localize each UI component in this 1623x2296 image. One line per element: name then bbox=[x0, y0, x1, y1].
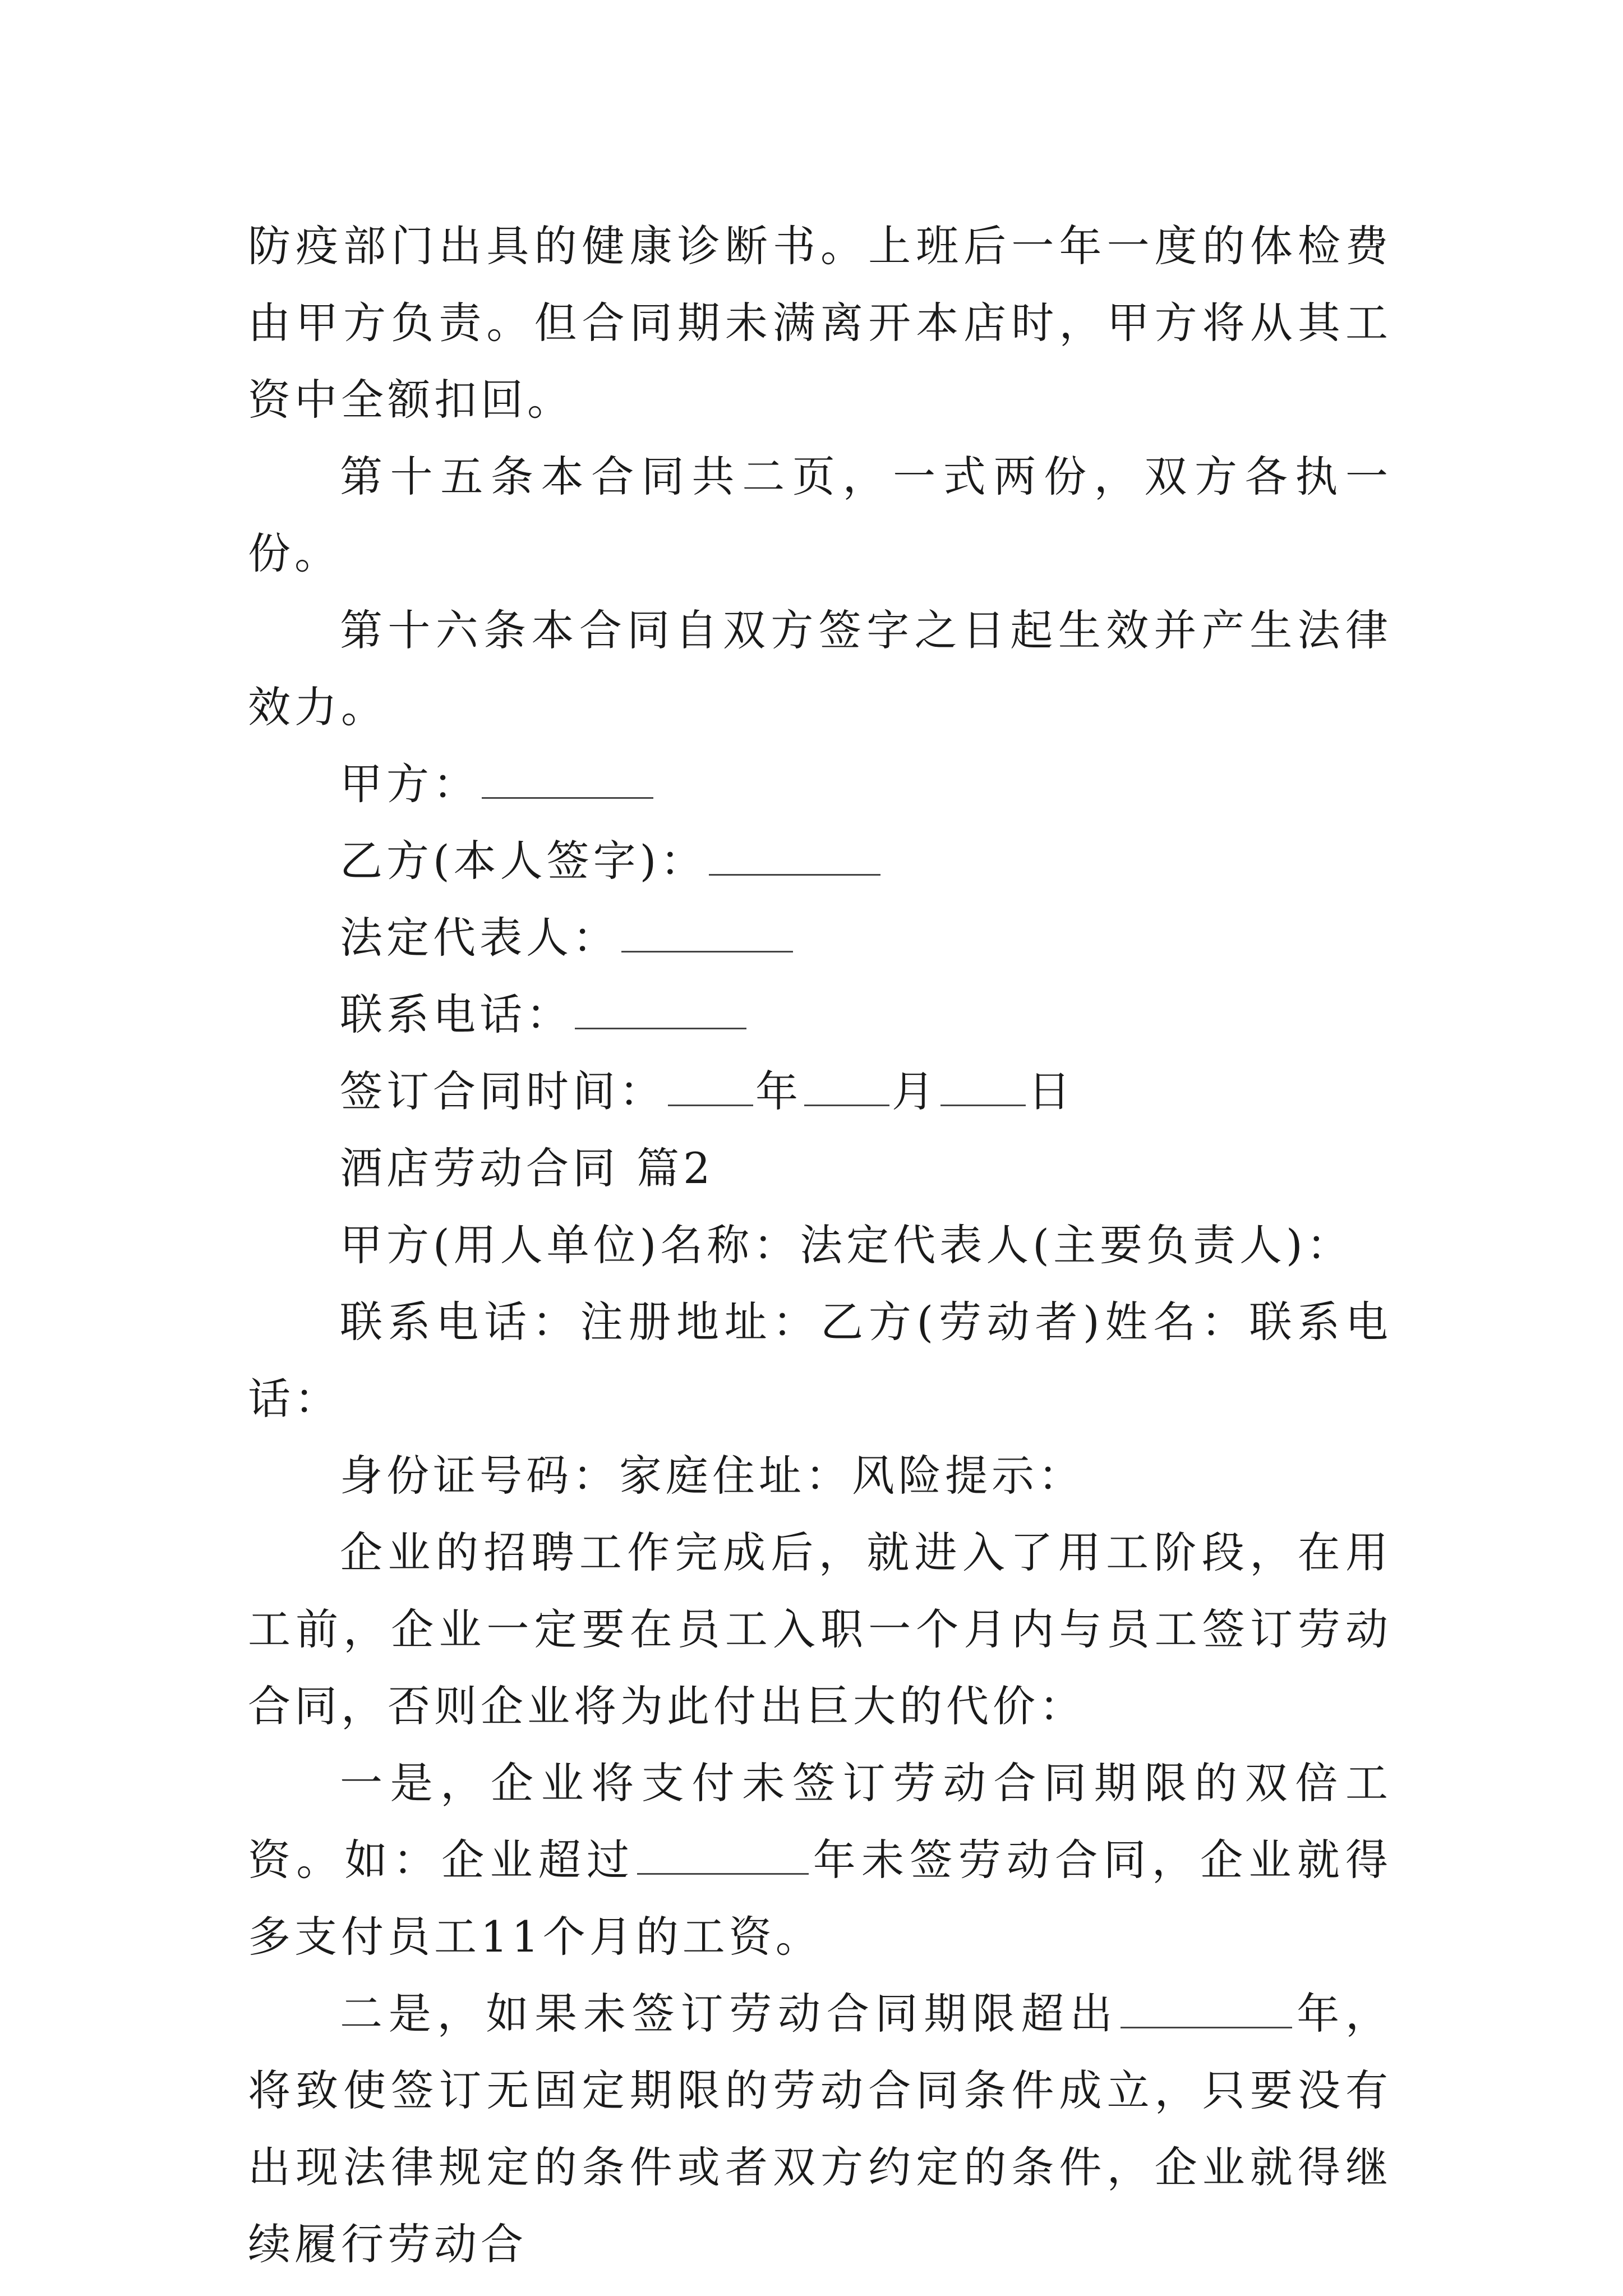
section-2-line-3: 身份证号码：家庭住址：风险提示： bbox=[340, 1451, 1085, 1501]
day-label: 日 bbox=[1028, 1066, 1075, 1116]
sign-date-line bbox=[248, 1053, 1392, 1130]
year-blank bbox=[668, 1070, 753, 1106]
phone-label: 联系电话： bbox=[340, 990, 573, 1039]
risk-one-blank bbox=[637, 1838, 809, 1875]
party-a-label: 甲方： bbox=[340, 759, 479, 809]
risk-two-blank bbox=[1121, 1992, 1292, 2028]
phone-blank bbox=[575, 993, 746, 1029]
risk-two-text-b: 年，将致使签订无固定期限的劳动合同条件成立，只要没有出现法律规定的条件或者双方约定的条件，企业就得继续履行劳动合 bbox=[248, 1989, 1393, 2269]
party-b-line bbox=[248, 822, 1392, 899]
paragraph-risk-intro: 企业的招聘工作完成后，就进入了用工阶段，在用工前，企业一定要在员工入职一个月内与员工签订劳动合同，否则企业将为此付出巨大的代价： bbox=[248, 1527, 1392, 1731]
day-blank bbox=[940, 1070, 1026, 1106]
document-body bbox=[248, 208, 1392, 2283]
party-a-blank bbox=[482, 762, 653, 799]
year-label: 年 bbox=[755, 1066, 802, 1116]
party-a-line bbox=[248, 746, 1392, 822]
month-blank bbox=[804, 1070, 889, 1106]
risk-one-text-b: 年未签劳动合同，企业就得多支付员工11个月的工资。 bbox=[248, 1835, 1393, 1962]
risk-two-text-a: 二是，如果未签订劳动合同期限超出 bbox=[340, 1989, 1119, 2039]
paragraph-risk-two bbox=[248, 1975, 1392, 2283]
paragraph-risk-one bbox=[248, 1745, 1392, 1975]
paragraph-article-16: 第十六条本合同自双方签字之日起生效并产生法律效力。 bbox=[248, 605, 1392, 732]
risk-one-text-a: 一是，企业将支付未签订劳动合同期限的双倍工资。如：企业超过 bbox=[248, 1758, 1392, 1885]
legal-rep-blank bbox=[621, 916, 793, 953]
phone-line bbox=[248, 976, 1392, 1053]
party-b-blank bbox=[709, 839, 880, 876]
section-2-title: 酒店劳动合同 篇2 bbox=[340, 1143, 714, 1193]
section-2-line-1: 甲方(用人单位)名称：法定代表人(主要负责人)： bbox=[340, 1220, 1353, 1270]
sign-date-label: 签订合同时间： bbox=[340, 1066, 666, 1116]
paragraph-article-15: 第十五条本合同共二页，一式两份，双方各执一份。 bbox=[248, 452, 1392, 578]
month-label: 月 bbox=[892, 1066, 938, 1116]
section-2-line-2: 联系电话：注册地址：乙方(劳动者)姓名：联系电话： bbox=[248, 1297, 1392, 1424]
legal-rep-line bbox=[248, 899, 1392, 976]
paragraph-health-check: 防疫部门出具的健康诊断书。上班后一年一度的体检费由甲方负责。但合同期未满离开本店时，甲方将从其工资中全额扣回。 bbox=[248, 221, 1392, 425]
legal-rep-label: 法定代表人： bbox=[340, 913, 619, 963]
party-b-label: 乙方(本人签字)： bbox=[340, 836, 707, 886]
